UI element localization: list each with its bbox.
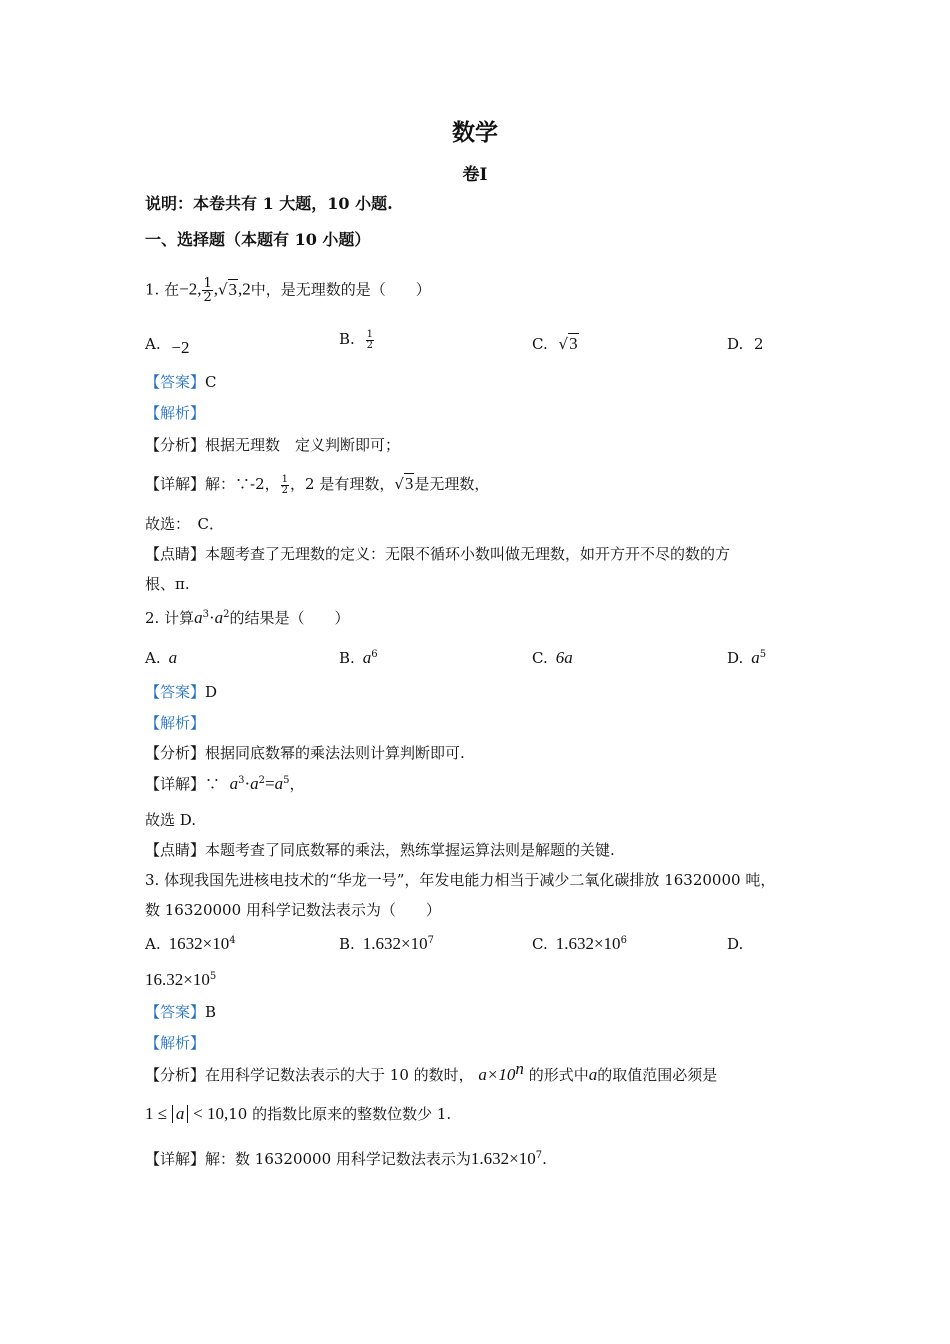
option-value: −2	[171, 338, 190, 357]
detail-line	[145, 1148, 547, 1170]
math-term: 2	[242, 279, 251, 299]
math-sep: ,	[213, 279, 218, 299]
option-b	[339, 933, 434, 955]
option-exponent: 6	[620, 935, 627, 946]
page-subtitle: 卷Ⅰ	[462, 165, 488, 185]
math-expression: < 10,	[193, 1104, 229, 1123]
option-d-value	[145, 969, 216, 991]
analysis-line	[145, 742, 465, 764]
math-operator: ×10	[593, 934, 621, 953]
question-1	[145, 277, 431, 304]
detail-tag: 【详解】	[145, 475, 206, 493]
radicand: 3	[228, 279, 238, 299]
answer-value: B	[205, 1003, 217, 1021]
answer-line	[145, 681, 217, 703]
sqrt-icon: √	[217, 280, 228, 299]
answer-tag: 【答案】	[145, 683, 206, 701]
radicand: 3	[569, 334, 578, 353]
option-label: B.	[339, 330, 355, 348]
option-exponent: 6	[371, 649, 378, 660]
detail-text: 解：数 16320000 用科学记数法表示为	[205, 1150, 471, 1168]
analysis-text: 10 的指数比原来的整数位数少 1.	[228, 1105, 452, 1123]
math-base: a	[274, 774, 284, 793]
detail-tag: 【详解】	[145, 775, 206, 793]
page-title: 数学	[452, 119, 498, 146]
question-text: 体现我国先进核电技术的“华龙一号”，年发电能力相当于减少二氧化碳排放 16320000 吨，	[164, 871, 776, 889]
solution-tag	[145, 712, 205, 734]
math-operator: ·	[244, 774, 251, 793]
question-text: 在	[164, 280, 180, 299]
comment-text: 本题考查了同底数幂的乘法，熟练掌握运算法则是解题的关键.	[205, 841, 615, 859]
fraction-denominator: 2	[203, 290, 212, 305]
choose-line: 故选： C．	[145, 515, 224, 533]
answer-value: D	[205, 683, 218, 701]
math-exponent: 5	[283, 775, 290, 786]
analysis-line-2	[145, 1103, 451, 1125]
analysis-text: 根据无理数 定义判断即可；	[205, 436, 401, 454]
solution-tag	[145, 402, 205, 424]
option-label: D.	[727, 335, 744, 353]
math-expression: 1.632×10	[470, 1149, 536, 1168]
solution-label: 【解析】	[145, 714, 206, 732]
option-value: a	[751, 648, 760, 667]
question-text: 中，是无理数的是（ ）	[250, 280, 431, 299]
answer-tag: 【答案】	[145, 1003, 206, 1021]
option-label: B.	[339, 649, 355, 667]
math-operator: =	[265, 774, 275, 793]
absolute-value: a	[172, 1105, 189, 1123]
answer-tag: 【答案】	[145, 373, 206, 391]
detail-text: ，2 是有理数，	[290, 475, 395, 493]
math-exponent: 3	[202, 609, 209, 620]
fraction	[281, 475, 289, 496]
analysis-tag: 【分析】	[145, 436, 206, 454]
option-c	[532, 333, 579, 355]
fraction-numerator: 1	[203, 276, 212, 291]
option-exponent: 5	[209, 971, 217, 982]
fraction-denominator: 2	[281, 484, 289, 496]
option-c	[532, 933, 627, 955]
option-label: C.	[532, 935, 548, 953]
math-base: a	[214, 608, 224, 627]
solution-tag	[145, 1032, 205, 1054]
math-exponent: 3	[238, 775, 245, 786]
analysis-tag: 【分析】	[145, 744, 206, 762]
option-c	[532, 647, 573, 669]
comment-text: 本题考查了无理数的定义：无限不循环小数叫做无理数，如开方开不尽的数的方	[205, 545, 731, 563]
option-a	[145, 933, 236, 955]
analysis-line	[145, 1059, 718, 1086]
question-number: 1.	[145, 280, 160, 299]
option-b	[339, 328, 375, 351]
analysis-text: 的形式中	[528, 1066, 589, 1084]
math-operator: ×10	[202, 934, 230, 953]
detail-text: 是无理数，	[414, 475, 490, 493]
option-mantissa: 1.632	[362, 934, 402, 953]
option-a	[145, 333, 189, 355]
option-value: 2	[754, 335, 764, 353]
option-label: D.	[727, 649, 744, 667]
section-heading: 一、选择题（本题有 10 小题）	[145, 230, 371, 249]
choose-line: 故选 D.	[145, 811, 197, 829]
fraction	[202, 277, 212, 304]
math-sep: ,	[238, 279, 243, 299]
detail-text: .	[542, 1150, 547, 1168]
radicand: 3	[404, 474, 414, 493]
math-exponent: 2	[258, 775, 265, 786]
question-3-line-2: 数 16320000 用科学记数法表示为（ ）	[145, 901, 441, 919]
math-sep: ,	[197, 279, 202, 299]
math-operator: ×10	[401, 934, 428, 953]
option-mantissa: 1.632	[555, 934, 594, 953]
comment-line	[145, 543, 730, 565]
math-variable: a	[588, 1065, 598, 1084]
fraction	[366, 330, 374, 351]
question-text: 的结果是（ ）	[229, 609, 350, 627]
question-text: 计算	[164, 609, 195, 627]
option-value: a	[168, 648, 178, 667]
math-exponent: n	[515, 1059, 524, 1078]
solution-label: 【解析】	[145, 1034, 206, 1052]
option-exponent: 5	[759, 649, 767, 660]
option-d	[727, 647, 766, 669]
option-label: B.	[339, 935, 355, 953]
option-exponent: 4	[229, 935, 236, 946]
fraction-numerator: 1	[366, 328, 373, 340]
detail-line	[145, 773, 304, 795]
option-b	[339, 647, 378, 669]
option-d	[727, 933, 743, 955]
math-expression: 1 ≤	[145, 1104, 168, 1123]
fraction-numerator: 1	[281, 473, 289, 485]
analysis-text: 根据同底数幂的乘法法则计算判断即可.	[205, 744, 465, 762]
fraction-denominator: 2	[366, 339, 373, 351]
analysis-text: 在用科学记数法表示的大于 10 的数时，	[205, 1066, 474, 1084]
option-d	[727, 333, 764, 355]
math-base: a	[229, 774, 239, 793]
question-number: 3.	[145, 871, 160, 889]
option-mantissa: 1632	[168, 934, 203, 953]
detail-line	[145, 473, 489, 496]
option-a	[145, 647, 177, 669]
option-label: A.	[145, 335, 161, 353]
question-2	[145, 607, 350, 629]
option-label: C.	[532, 335, 548, 353]
question-3	[145, 869, 775, 891]
option-label: A.	[145, 649, 161, 667]
option-label: A.	[145, 935, 161, 953]
analysis-tag: 【分析】	[145, 1066, 206, 1084]
answer-line	[145, 1001, 216, 1023]
math-operator: ·	[208, 608, 215, 627]
detail-text: ∵	[205, 775, 221, 793]
detail-tag: 【详解】	[145, 1150, 206, 1168]
math-term: −2	[179, 279, 198, 299]
math-base: a	[250, 774, 259, 793]
answer-value: C	[205, 373, 217, 391]
comment-line-2: 根、π.	[145, 575, 190, 593]
sqrt-icon: √	[558, 335, 569, 353]
sqrt-icon: √	[394, 475, 404, 493]
option-value: a	[362, 648, 372, 667]
option-value: 6a	[555, 648, 573, 667]
detail-text: ，	[289, 775, 305, 793]
math-operator: ×10	[183, 970, 210, 989]
comment-tag: 【点睛】	[145, 841, 206, 859]
solution-label: 【解析】	[145, 404, 206, 422]
math-exponent: 7	[535, 1150, 543, 1161]
comment-tag: 【点睛】	[145, 545, 206, 563]
option-mantissa: 16.32	[145, 970, 184, 989]
exam-note: 说明：本卷共有 1 大题，10 小题.	[145, 194, 393, 213]
math-exponent: 2	[223, 609, 230, 620]
option-exponent: 7	[427, 935, 435, 946]
analysis-text: 的取值范围必须是	[597, 1066, 718, 1084]
option-label: C.	[532, 649, 548, 667]
detail-text: 解：∵-2，	[205, 475, 280, 493]
analysis-line	[145, 434, 400, 456]
math-base: a	[194, 608, 203, 627]
math-expression: a×10	[478, 1065, 516, 1084]
comment-line	[145, 839, 615, 861]
answer-line	[145, 371, 217, 393]
option-label: D.	[727, 935, 744, 953]
question-number: 2.	[145, 609, 160, 627]
